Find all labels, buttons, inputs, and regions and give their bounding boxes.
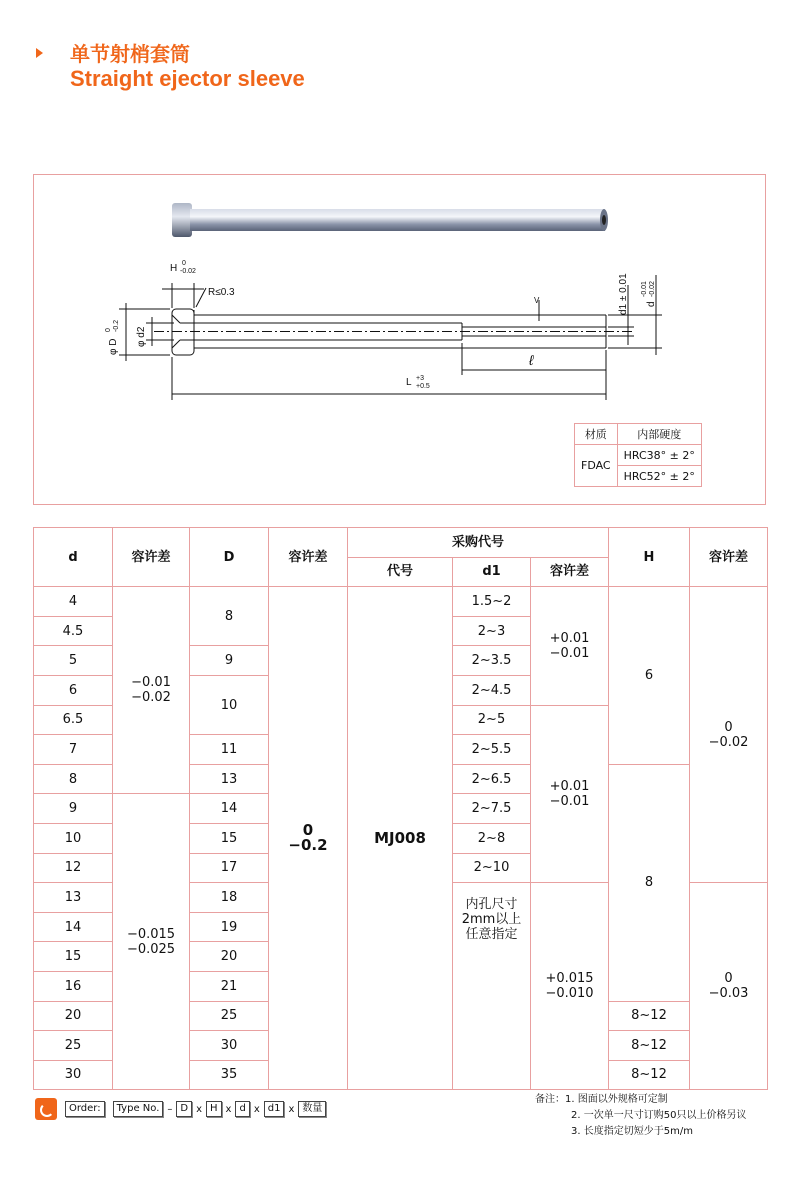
header-tol-H: 容许差	[690, 528, 768, 587]
cell-d1-tol: +0.01 −0.01	[531, 705, 609, 883]
header-code: 代号	[348, 557, 453, 587]
cell-D: 18	[190, 883, 269, 913]
cell-D: 19	[190, 912, 269, 942]
header-d1: d1	[453, 557, 531, 587]
cell-d1-tol: +0.015 −0.010	[531, 883, 609, 1090]
cell-d1: 1.5~2	[453, 587, 531, 617]
header-tol-d1: 容许差	[531, 557, 609, 587]
order-dash: –	[167, 1103, 173, 1115]
cell-H: 8~12	[609, 1001, 690, 1031]
order-x: x	[225, 1103, 232, 1115]
title-arrow-icon	[36, 48, 43, 58]
dim-d-label: d	[646, 301, 657, 307]
cell-H: 6	[609, 587, 690, 765]
dim-d2-label: φ d2	[136, 326, 147, 347]
cell-D: 25	[190, 1001, 269, 1031]
cell-d: 16	[34, 971, 113, 1001]
cell-d: 6.5	[34, 705, 113, 735]
cell-d: 14	[34, 912, 113, 942]
cell-D: 13	[190, 764, 269, 794]
header-tol-d: 容许差	[113, 528, 190, 587]
page-title-cn: 单节射梢套筒	[70, 42, 190, 66]
cell-D-tol: 0 −0.2	[269, 587, 348, 1090]
cell-d: 5	[34, 646, 113, 676]
sleeve-drawing	[119, 275, 662, 400]
cell-d: 15	[34, 942, 113, 972]
dim-d-tol-top: -0.01	[641, 281, 648, 297]
cell-d: 9	[34, 794, 113, 824]
spec-table	[33, 527, 768, 1090]
cell-d-tol: −0.01 −0.02	[113, 587, 190, 794]
cell-D: 17	[190, 853, 269, 883]
cell-d1-tol: +0.01 −0.01	[531, 587, 609, 705]
order-label: Order:	[65, 1101, 105, 1117]
cell-D: 9	[190, 646, 269, 676]
dim-v-label: V	[534, 296, 540, 305]
note-line: 2. 一次单一尺寸订购50只以上价格另议	[571, 1110, 747, 1121]
cell-H: 8~12	[609, 1031, 690, 1061]
cell-d: 12	[34, 853, 113, 883]
cell-d: 30	[34, 1060, 113, 1090]
order-format	[35, 1097, 326, 1121]
sleeve-photo	[172, 203, 608, 237]
dim-r-label: R≤0.3	[208, 287, 235, 298]
header-H: H	[609, 528, 690, 587]
cell-d: 20	[34, 1001, 113, 1031]
dim-l-tol-top: +3	[416, 375, 424, 382]
cell-H: 8	[609, 764, 690, 1001]
page-title-en: Straight ejector sleeve	[70, 66, 305, 91]
dim-h-tol-bot: -0.02	[180, 268, 196, 275]
cell-D: 14	[190, 794, 269, 824]
header-tol-D: 容许差	[269, 528, 348, 587]
order-H-box: H	[206, 1101, 222, 1117]
cell-d1: 2~5.5	[453, 735, 531, 765]
order-type-box: Type No.	[113, 1101, 164, 1117]
cell-d1-special: 内孔尺寸 2mm以上 任意指定	[453, 883, 531, 1090]
cell-H-tol: 0 −0.02	[690, 587, 768, 883]
dim-h-label: H	[170, 263, 178, 274]
dim-d-outer-tol-top: 0	[105, 328, 112, 332]
dim-d-tol-bot: -0.02	[649, 281, 656, 297]
cell-D: 10	[190, 675, 269, 734]
cell-D: 21	[190, 971, 269, 1001]
cell-d1: 2~8	[453, 823, 531, 853]
hardness-value: HRC38° ± 2°	[617, 445, 701, 466]
order-qty-box: 数量	[298, 1101, 326, 1117]
phone-icon	[35, 1098, 57, 1120]
cell-d1: 2~7.5	[453, 794, 531, 824]
order-D-box: D	[176, 1101, 192, 1117]
cell-d1: 2~5	[453, 705, 531, 735]
cell-d: 4	[34, 587, 113, 617]
cell-d: 6	[34, 675, 113, 705]
hardness-value: HRC52° ± 2°	[617, 466, 701, 487]
cell-D: 15	[190, 823, 269, 853]
cell-H-tol: 0 −0.03	[690, 883, 768, 1090]
cell-d1: 2~6.5	[453, 764, 531, 794]
cell-d: 25	[34, 1031, 113, 1061]
cell-code: MJ008	[348, 587, 453, 1090]
cell-d1: 2~10	[453, 853, 531, 883]
cell-d: 7	[34, 735, 113, 765]
note-line: 备注：1. 图面以外规格可定制	[535, 1094, 668, 1105]
notes	[535, 1092, 746, 1140]
order-d-box: d	[235, 1101, 249, 1117]
dim-d1-label: d1 ± 0.01	[618, 273, 629, 315]
note-line: 3. 长度指定切短少于5m/m	[571, 1126, 693, 1137]
cell-d1: 2~4.5	[453, 675, 531, 705]
cell-d: 10	[34, 823, 113, 853]
dim-l-label: L	[406, 377, 412, 388]
material-header: 材质	[575, 424, 618, 445]
order-x: x	[253, 1103, 260, 1115]
order-x: x	[288, 1103, 295, 1115]
header-D: D	[190, 528, 269, 587]
dim-l-tol-bot: +0.5	[416, 383, 430, 390]
cell-d: 13	[34, 883, 113, 913]
cell-d: 8	[34, 764, 113, 794]
cell-d1: 2~3.5	[453, 646, 531, 676]
dim-ell-label: ℓ	[529, 352, 534, 368]
dim-d-outer-tol-bot: -0.2	[113, 319, 120, 332]
cell-D: 20	[190, 942, 269, 972]
order-x: x	[196, 1103, 202, 1115]
material-value: FDAC	[575, 445, 618, 487]
cell-D: 11	[190, 735, 269, 765]
cell-D: 30	[190, 1031, 269, 1061]
cell-D: 8	[190, 587, 269, 646]
material-table	[574, 423, 702, 487]
cell-D: 35	[190, 1060, 269, 1090]
dim-d-outer-label: φ D	[108, 338, 119, 355]
cell-d1: 2~3	[453, 616, 531, 646]
order-d1-box: d1	[264, 1101, 285, 1117]
header-d: d	[34, 528, 113, 587]
cell-d: 4.5	[34, 616, 113, 646]
cell-H: 8~12	[609, 1060, 690, 1090]
dim-h-tol-top: 0	[182, 260, 186, 267]
cell-d-tol: −0.015 −0.025	[113, 794, 190, 1090]
hardness-header: 内部硬度	[617, 424, 701, 445]
header-purchase-code: 采购代号	[348, 528, 609, 558]
